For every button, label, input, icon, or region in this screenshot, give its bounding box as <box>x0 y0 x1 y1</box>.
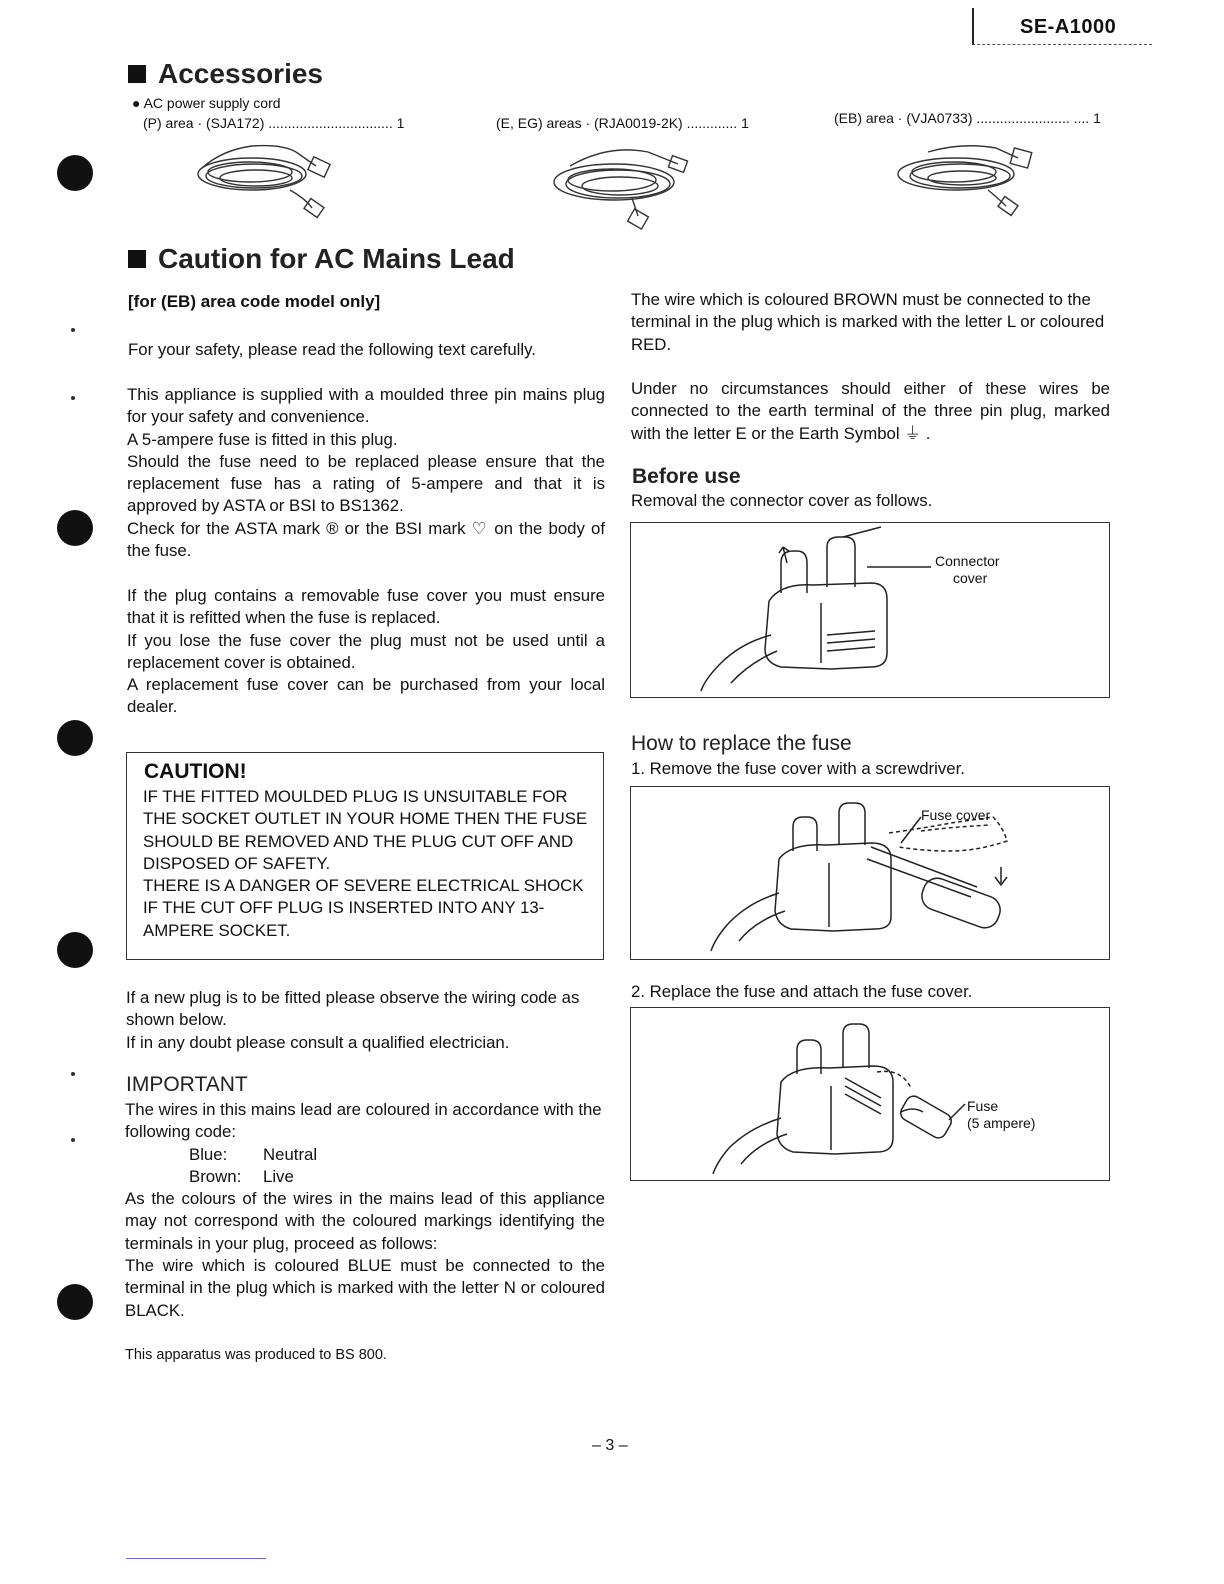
power-cord-image-e-eg <box>548 140 698 232</box>
accessory-variant-eb: (EB) area · (VJA0733) ........................ .... 1 <box>834 110 1101 126</box>
connector-cover-label: Connector cover <box>935 553 1000 586</box>
brown-wire-paragraph: The wire which is coloured BROWN must be connected to the terminal in the plug which is marked with the letter L or coloured RED. <box>631 290 1105 354</box>
binder-hole <box>57 155 93 191</box>
power-cord-image-eb <box>892 140 1042 220</box>
fuse-cover-label: Fuse cover <box>921 807 991 823</box>
connector-cover-figure <box>630 522 1110 698</box>
binder-hole <box>57 720 93 756</box>
caution-text: IF THE FITTED MOULDED PLUG IS UNSUITABLE FOR THE SOCKET OUTLET IN YOUR HOME THEN THE FUSE SHOULD BE REMOVED AND THE PLUG CUT OFF AND DISPOSED OF SAFETY. THERE IS A DANGER OF SEVERE ELECTRICAL SHOCK IF THE CUT OFF PLUG IS INSERTED INTO ANY 13-AMPERE SOCKET. <box>143 787 588 940</box>
power-cord-image-p <box>192 138 342 220</box>
area-scope-note: [for (EB) area code model only] <box>128 292 381 311</box>
replace-fuse-step-1: 1. Remove the fuse cover with a screwdriver. <box>631 759 965 778</box>
earth-paragraph: Under no circumstances should either of these wires be connected to the earth terminal of the three pin plug, marked with the letter E or the Earth Symbol ⏚ . <box>631 379 1110 443</box>
page-number: – 3 – <box>592 1437 628 1454</box>
wire-code-blue: Blue: Neutral <box>189 1144 318 1164</box>
bottom-rule <box>126 1558 266 1559</box>
safety-intro: For your safety, please read the following text carefully. <box>128 340 536 359</box>
binder-hole <box>57 510 93 546</box>
binder-hole <box>57 1284 93 1320</box>
model-number: SE-A1000 <box>1020 16 1117 38</box>
speck <box>71 328 75 332</box>
accessory-item: ● AC power supply cord <box>132 95 281 111</box>
plug-fuse-paragraph: This appliance is supplied with a moulded three pin mains plug for your safety and convenience. A 5-ampere fuse is fitted in this plug. Should the fuse need to be replaced please ensure that the replacement fuse has a rating of 5-ampere and that it is approved by ASTA or BSI to BS1362. Check for the ASTA mark ® or the BSI mark ♡ on the body of the fuse. <box>127 385 605 561</box>
new-plug-paragraph: If a new plug is to be fitted please observe the wiring code as shown below. If in any doubt please consult a qualified electrician. <box>126 988 580 1052</box>
accessory-variant-e-eg: (E, EG) areas · (RJA0019-2K) ............. 1 <box>496 115 749 131</box>
important-text: The wires in this mains lead are coloured in accordance with the following code: Blue: Neutral Brown: Live As the colours of the wires in the mains lead of this appliance may not correspond with the coloured markings identifying the terminals in your plug, proceed as follows: The wire which is coloured BLUE must be connected to the terminal in the plug which is marked with the letter N or coloured BLACK. <box>125 1100 605 1320</box>
fuse-label: Fuse (5 ampere) <box>967 1098 1036 1131</box>
fuse-cover-paragraph: If the plug contains a removable fuse cover you must ensure that it is refitted when the fuse is replaced. If you lose the fuse cover the plug must not be used until a replacement cover is obtained. A replacement fuse cover can be purchased from your local dealer. <box>127 586 605 717</box>
speck <box>71 1138 75 1142</box>
screwdriver-plug-illustration <box>631 787 1109 959</box>
wire-code-brown: Brown: Live <box>189 1166 294 1186</box>
replace-fuse-step-2: 2. Replace the fuse and attach the fuse cover. <box>631 982 973 1001</box>
before-use-text: Removal the connector cover as follows. <box>631 491 933 510</box>
speck <box>71 1072 75 1076</box>
caution-lead-heading: Caution for AC Mains Lead <box>128 243 515 275</box>
important-heading: IMPORTANT <box>126 1073 248 1096</box>
caution-title: CAUTION! <box>144 760 247 783</box>
bs-footnote: This apparatus was produced to BS 800. <box>125 1347 387 1363</box>
accessory-variant-p: (P) area · (SJA172) ................................ 1 <box>143 115 405 131</box>
attach-fuse-figure <box>630 1007 1110 1181</box>
plug-illustration <box>631 523 1109 697</box>
accessories-heading: Accessories <box>128 58 323 90</box>
replace-fuse-heading: How to replace the fuse <box>631 732 852 755</box>
binder-hole <box>57 932 93 968</box>
speck <box>71 396 75 400</box>
remove-fuse-cover-figure <box>630 786 1110 960</box>
fuse-insert-illustration <box>631 1008 1109 1180</box>
before-use-heading: Before use <box>632 465 741 488</box>
